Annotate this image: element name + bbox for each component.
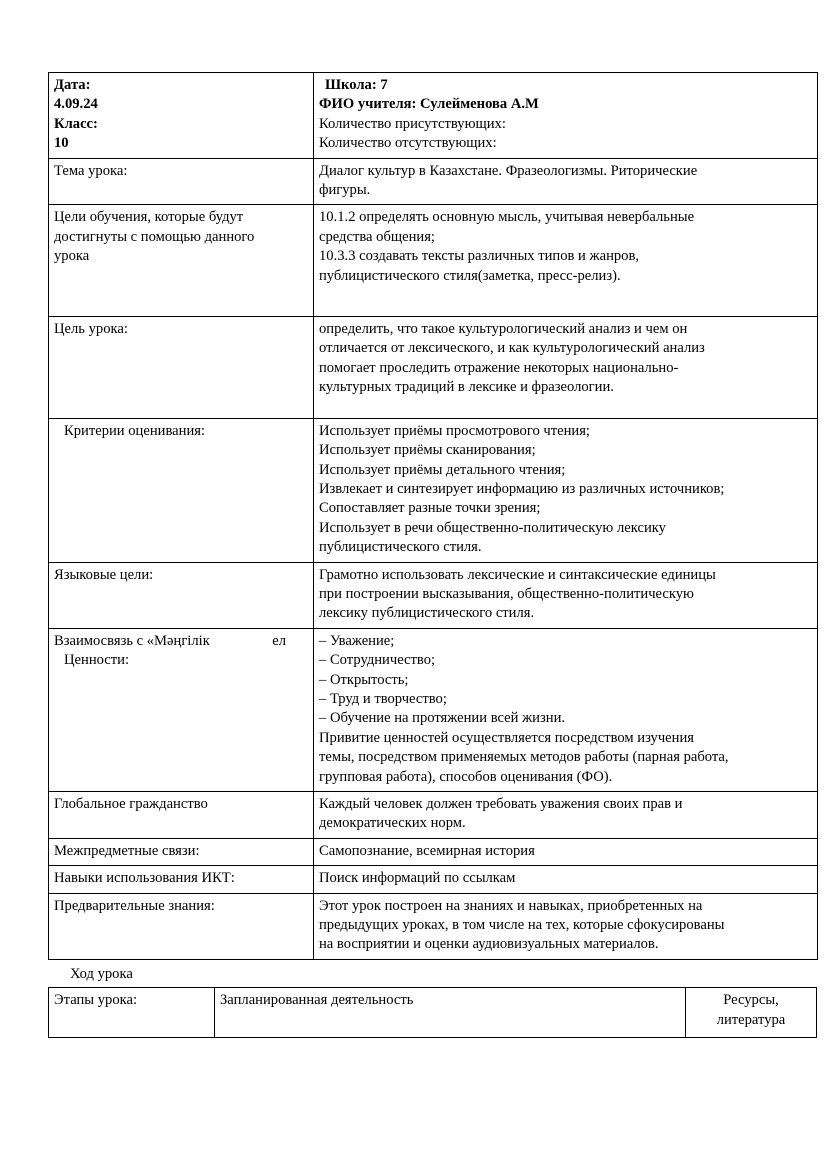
value-respect: – Уважение; [319, 632, 395, 649]
lesson-goal-label-cell [49, 317, 314, 419]
language-objectives-label: Языковые цели: [54, 566, 154, 583]
ict-skills-value-cell [314, 866, 818, 893]
objective-10-3-3-line-2: публицистического стиля(заметка, пресс-релиз). [319, 267, 621, 284]
values-instilling-line-1: Привитие ценностей осуществляется посредством изучения [319, 729, 694, 746]
learning-objectives-value-cell [314, 205, 818, 317]
global-citizenship-label-cell [49, 792, 314, 839]
mangilik-el-label-cell [49, 628, 314, 791]
criterion-vocabulary-line-2: публицистического стиля. [319, 539, 482, 556]
criterion-synthesize-info: Извлекает и синтезирует информацию из различных источников; [319, 480, 725, 497]
assessment-criteria-value-cell [314, 418, 818, 562]
lesson-goal-line-4: культурных традиций в лексике и фразеологии. [319, 379, 614, 396]
flow-activity-header-cell [215, 988, 686, 1038]
language-objectives-line-3: лексику публицистического стиля. [319, 605, 535, 622]
mangilik-el-label-start: Взаимосвязь с «Мәңгілік [54, 632, 210, 649]
date-label: Дата: [54, 77, 91, 93]
flow-activity-header: Запланированная деятельность [220, 992, 414, 1009]
lesson-goal-value-cell [314, 317, 818, 419]
criterion-vocabulary-line-1: Использует в речи общественно-политическую лексику [319, 519, 666, 536]
table-row-cross-curricular [49, 838, 818, 865]
present-count-label: Количество присутствующих: [319, 115, 506, 132]
ict-skills-label: Навыки использования ИКТ: [54, 870, 235, 887]
lesson-goal-line-2: отличается от лексического, и как культурологический анализ [319, 340, 705, 357]
lesson-goal-line-1: определить, что такое культурологический анализ и чем он [319, 321, 688, 338]
prior-knowledge-label-cell [49, 893, 314, 959]
class-label: Класс: [54, 115, 98, 132]
cross-curricular-value-cell [314, 838, 818, 865]
cross-curricular-label-cell [49, 838, 314, 865]
values-instilling-line-3: групповая работа), способов оценивания (ФО). [319, 768, 613, 785]
table-row-language-objectives [49, 562, 818, 628]
objective-10-3-3-line-1: 10.3.3 создавать тексты различных типов и жанров, [319, 248, 640, 265]
teacher-name-value: ФИО учителя: Сулейменова А.М [319, 96, 539, 113]
flow-table-header-row [49, 988, 817, 1038]
objective-10-1-2-line-2: средства общения; [319, 228, 435, 245]
ict-skills-value: Поиск информаций по ссылкам [319, 870, 516, 887]
language-objectives-value-cell [314, 562, 818, 628]
value-openness: – Открытость; [319, 671, 409, 688]
learning-objectives-label-line-1: Цели обучения, которые будут [54, 209, 244, 226]
lesson-goal-trailing-space [319, 398, 812, 414]
criterion-skimming: Использует приёмы просмотрового чтения; [319, 422, 590, 439]
language-objectives-line-1: Грамотно использовать лексические и синтаксические единицы [319, 566, 716, 583]
learning-objectives-label-line-3: урока [54, 248, 90, 265]
lesson-flow-heading: Ход урока [70, 965, 133, 982]
learning-objectives-label-line-2: достигнуты с помощью данного [54, 228, 255, 245]
prior-knowledge-line-3: на восприятии и оценки аудиовизуальных материалов. [319, 936, 659, 953]
value-lifelong-learning: – Обучение на протяжении всей жизни. [319, 710, 566, 727]
table-row-header [49, 73, 818, 159]
objective-10-1-2-line-1: 10.1.2 определять основную мысль, учитывая невербальные [319, 209, 695, 226]
learning-objectives-label-cell [49, 205, 314, 317]
cross-curricular-value: Самопознание, всемирная история [319, 842, 535, 859]
header-left-cell [49, 73, 314, 159]
global-citizenship-label: Глобальное гражданство [54, 796, 208, 812]
language-objectives-label-cell [49, 562, 314, 628]
flow-stage-header-cell [49, 988, 215, 1038]
lesson-flow-table [48, 987, 817, 1038]
table-row-topic [49, 158, 818, 205]
school-value: Школа: 7 [325, 77, 388, 93]
lesson-goal-label: Цель урока: [54, 321, 128, 338]
prior-knowledge-line-1: Этот урок построен на знаниях и навыках, приобретенных на [319, 897, 703, 914]
table-row-ict-skills [49, 866, 818, 893]
table-row-learning-objectives [49, 205, 818, 317]
date-value: 4.09.24 [54, 96, 98, 113]
assessment-criteria-label-cell [49, 418, 314, 562]
assessment-criteria-label: Критерии оценивания: [64, 422, 206, 439]
value-work-creativity: – Труд и творчество; [319, 690, 447, 707]
mangilik-el-value-cell [314, 628, 818, 791]
topic-value-line-2: фигуры. [319, 182, 371, 199]
criterion-scanning: Использует приёмы сканирования; [319, 442, 536, 459]
flow-stage-header: Этапы урока: [54, 992, 138, 1009]
language-objectives-line-2: при построении высказывания, общественно-политическую [319, 585, 694, 602]
values-label: Ценности: [64, 652, 130, 669]
absent-count-label: Количество отсутствующих: [319, 135, 497, 152]
mangilik-el-label-end: ел [272, 632, 286, 649]
table-row-lesson-goal [49, 317, 818, 419]
lesson-goal-line-3: помогает проследить отражение некоторых национально- [319, 359, 679, 376]
flow-resources-header-line-1: Ресурсы, [723, 992, 779, 1009]
global-citizenship-value-cell [314, 792, 818, 839]
global-citizenship-line-1: Каждый человек должен требовать уважения своих прав и [319, 796, 683, 812]
prior-knowledge-line-2: предыдущих уроках, в том числе на тех, которые сфокусированы [319, 917, 725, 934]
prior-knowledge-value-cell [314, 893, 818, 959]
criterion-detailed-reading: Использует приёмы детального чтения; [319, 461, 566, 478]
objectives-trailing-space [319, 286, 812, 312]
topic-label: Тема урока: [54, 162, 128, 179]
criterion-compare-viewpoints: Сопоставляет разные точки зрения; [319, 500, 541, 517]
table-row-global-citizenship [49, 792, 818, 839]
header-right-cell [314, 73, 818, 159]
value-cooperation: – Сотрудничество; [319, 652, 436, 669]
document-page [48, 72, 795, 1038]
cross-curricular-label: Межпредметные связи: [54, 842, 200, 859]
flow-resources-header-line-2: литература [716, 1011, 786, 1028]
prior-knowledge-label: Предварительные знания: [54, 897, 215, 914]
topic-label-cell [49, 158, 314, 205]
table-row-assessment-criteria [49, 418, 818, 562]
values-instilling-line-2: темы, посредством применяемых методов работы (парная работа, [319, 749, 729, 766]
class-value: 10 [54, 135, 69, 152]
table-row-prior-knowledge [49, 893, 818, 959]
topic-value-line-1: Диалог культур в Казахстане. Фразеологизмы. Риторические [319, 162, 698, 179]
topic-value-cell [314, 158, 818, 205]
global-citizenship-line-2: демократических норм. [319, 815, 466, 832]
table-row-mangilik-el-values [49, 628, 818, 791]
flow-resources-header-cell [686, 988, 817, 1038]
ict-skills-label-cell [49, 866, 314, 893]
lesson-plan-table [48, 72, 818, 960]
mangilik-el-label-line-1 [54, 632, 286, 651]
